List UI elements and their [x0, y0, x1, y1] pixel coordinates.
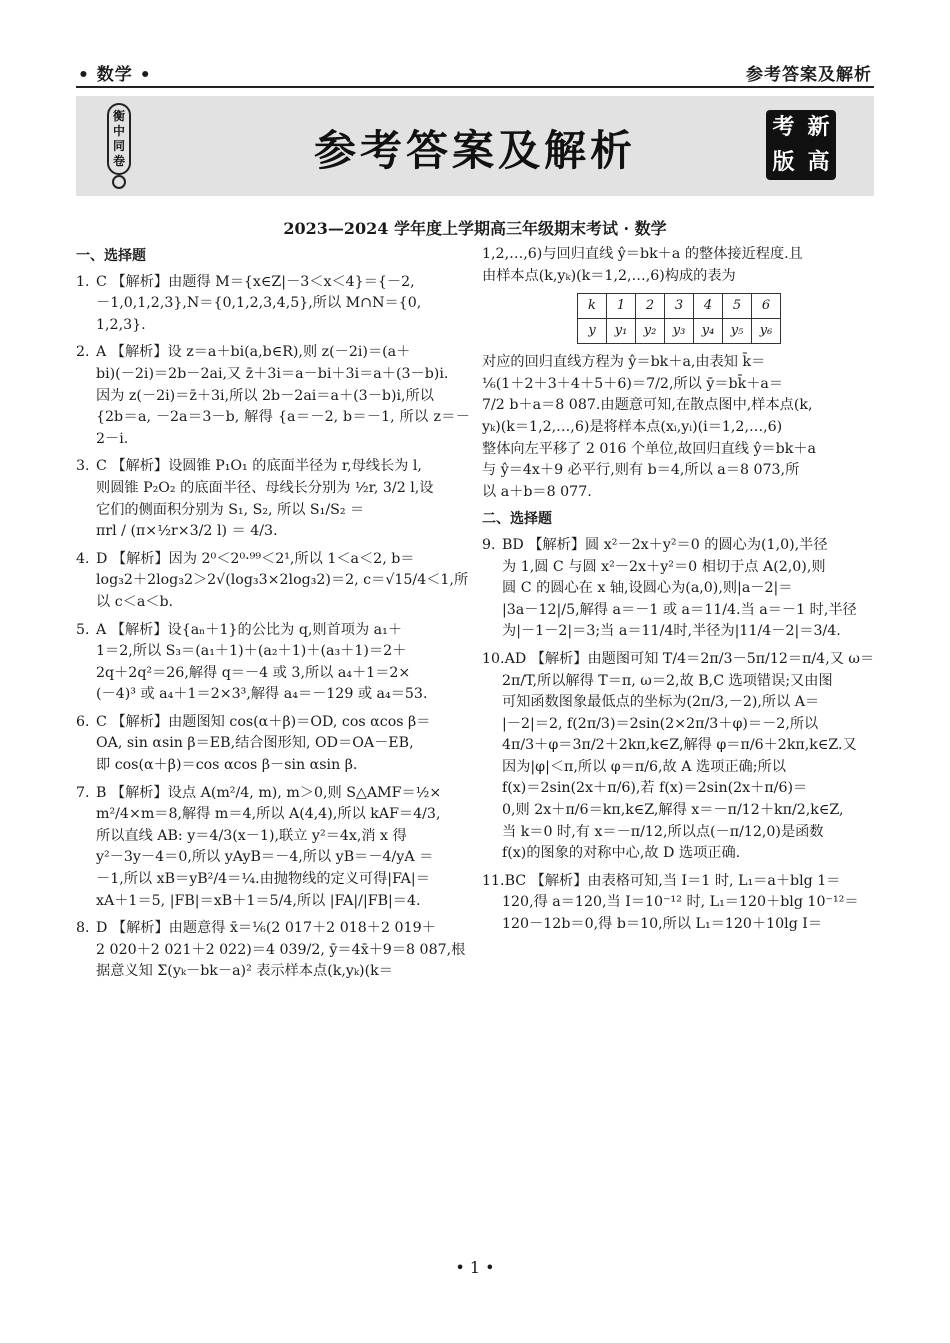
answer-8-conclusion: [482, 352, 876, 503]
answer-item: [76, 712, 470, 777]
answer-first-line: [76, 620, 470, 642]
text-line: 0,则 2x＋π/6＝kπ,k∈Z,解得 x＝－π/12＋kπ/2,k∈Z,: [502, 802, 844, 819]
answer-item: [76, 918, 470, 983]
answer-item: [76, 456, 470, 542]
answer-text: D 【解析】因为 2⁰＜2⁰·⁹⁹＜2¹,所以 1＜a＜2, b＝: [96, 550, 415, 567]
answer-number: 2.: [76, 344, 90, 361]
text-line: xA＋1＝5, |FB|＝xB＋1＝5/4,所以 |FA|/|FB|＝4.: [96, 892, 421, 909]
badge-char: 高: [807, 149, 830, 175]
table-cell: 1: [607, 294, 636, 319]
answer-number: 6.: [76, 713, 90, 730]
answer-first-line: [76, 549, 470, 571]
left-column: [76, 244, 470, 989]
answer-number: 11.: [482, 872, 505, 889]
text-line: 4π/3＋φ＝3π/2＋2kπ,k∈Z,解得 φ＝π/6＋2kπ,k∈Z.又: [502, 737, 857, 754]
answer-number: 5.: [76, 621, 90, 638]
text-line: bi)(－2i)＝2b－2ai,又 z̄＋3i＝a－bi＋3i＝a＋(3－b)i.: [96, 365, 449, 382]
section-header: 参考答案及解析: [746, 65, 872, 85]
badge-char: 新: [807, 114, 830, 140]
text-line: 1＝2,所以 S₃＝(a₁＋1)＋(a₂＋1)＋(a₃＋1)＝2＋: [96, 643, 407, 660]
text-line: 1,2,3}.: [96, 316, 146, 333]
table-row: [578, 319, 781, 344]
text-line: (－4)³ 或 a₄＋1＝2×3³,解得 a₄＝－129 或 a₄＝53.: [96, 686, 428, 703]
svg-text:衡: 衡: [112, 109, 126, 123]
text-line: f(x)的图象的对称中心,故 D 选项正确.: [502, 845, 741, 862]
table-row: [578, 294, 781, 319]
new-college-exam-badge: [766, 110, 836, 180]
answer-item: [76, 272, 470, 337]
banner-title: 参考答案及解析: [313, 126, 636, 175]
answer-first-line: [76, 918, 470, 940]
page-number: • 1 •: [455, 1258, 495, 1277]
text-line: 可知函数图象最低点的坐标为(2π/3,－2),所以 A＝: [502, 694, 820, 711]
answer-text: B 【解析】设点 A(m²/4, m), m＞0,则 S△AMF＝½×: [96, 784, 442, 801]
text-line: －1,所以 xB＝yB²/4＝¼.由抛物线的定义可得|FA|＝: [96, 871, 430, 888]
text-line: 120,得 a＝120,当 I＝10⁻¹² 时, L₁＝120＋blg 10⁻¹²＝: [502, 894, 859, 911]
answer-8-continued: [482, 244, 876, 287]
text-line: 为|－1－2|＝3;当 a＝11/4时,半径为|11/4－2|＝3/4.: [502, 623, 841, 640]
answer-number: 3.: [76, 458, 90, 475]
answer-text: A 【解析】设 z＝a＋bi(a,b∈R),则 z(－2i)＝(a＋: [96, 344, 411, 361]
text-line: |－2|＝2, f(2π/3)＝2sin(2×2π/3＋φ)＝－2,所以: [502, 715, 819, 732]
answer-text: BC 【解析】由表格可知,当 I＝1 时, L₁＝a＋blg 1＝: [504, 872, 841, 889]
text-line: πrl / (π×½r×3/2 l) ＝ 4/3.: [96, 523, 278, 540]
answer-number: 8.: [76, 920, 90, 937]
text-line: 即 cos(α＋β)＝cos αcos β－sin αsin β.: [96, 757, 358, 774]
answer-number: 7.: [76, 784, 90, 801]
answer-text: A 【解析】设{aₙ＋1}的公比为 q,则首项为 a₁＋: [96, 621, 403, 638]
answer-text: C 【解析】由题得 M＝{x∈Z|－3＜x＜4}＝{－2,: [96, 273, 415, 290]
text-line: f(x)＝2sin(2x＋π/6),若 f(x)＝2sin(2x＋π/6)＝: [502, 780, 808, 797]
table-cell: 5: [723, 294, 752, 319]
answer-first-line: [482, 871, 876, 893]
text-line: log₃2＋2log₃2＞2√(log₃3×2log₃2)＝2, c＝√15/4＜1,所: [96, 572, 469, 589]
table-cell: 4: [694, 294, 723, 319]
answer-text: AD 【解析】由题图可知 T/4＝2π/3－5π/12＝π/4,又 ω＝: [504, 650, 875, 667]
text-line: 2 020＋2 021＋2 022)＝4 039/2, ȳ＝4x̄＋9＝8 087,根: [96, 941, 466, 958]
text-line: 圆 C 的圆心在 x 轴,设圆心为(a,0),则|a－2|＝: [502, 580, 793, 597]
text-line: 以 c＜a＜b.: [96, 593, 174, 610]
text-line: ⅙(1＋2＋3＋4＋5＋6)＝7/2,所以 ȳ＝bk̄＋a＝: [482, 375, 784, 392]
answer-item: [76, 620, 470, 706]
answer-item: [482, 535, 876, 643]
answer-item: [76, 783, 470, 913]
table-cell: 3: [665, 294, 694, 319]
text-line: y²－3y－4＝0,所以 yAyB＝－4,所以 yB＝－4/yA ＝: [96, 849, 434, 866]
text-line: 整体向左平移了 2 016 个单位,故回归直线 ŷ＝bk＋a: [482, 440, 816, 457]
text-line: 因为 z(－2i)＝z̄＋3i,所以 2b－2ai＝a＋(3－b)i,所以: [96, 387, 434, 404]
exam-title: 2023—2024 学年度上学期高三年级期末考试 · 数学: [283, 219, 667, 238]
answer-item: [76, 342, 470, 450]
header-rule: [76, 86, 874, 88]
text-line: 1,2,…,6)与回归直线 ŷ＝bk＋a 的整体接近程度.且: [482, 246, 803, 262]
answer-number: 9.: [482, 536, 496, 553]
answer-number: 4.: [76, 550, 90, 567]
right-column: [482, 244, 876, 942]
answer-first-line: [76, 456, 470, 478]
svg-text:中: 中: [112, 124, 126, 138]
text-line: 由样本点(k,yₖ)(k＝1,2,…,6)构成的表为: [482, 267, 736, 284]
text-line: 120－12b＝0,得 b＝10,所以 L₁＝120＋10lg I＝: [502, 916, 823, 933]
table-cell: y: [578, 319, 607, 344]
table-cell: 2: [636, 294, 665, 319]
table-cell: y₆: [752, 319, 781, 344]
section-heading: 二、选择题: [482, 511, 552, 528]
text-line: 它们的侧面积分别为 S₁, S₂, 所以 S₁/S₂ ＝: [96, 501, 365, 518]
text-line: 2π/T,所以解得 T＝π, ω＝2,故 B,C 选项错误;又由图: [502, 672, 833, 689]
answer-item: [482, 649, 876, 865]
text-line: 据意义知 Σ(yₖ－bk－a)² 表示样本点(k,yₖ)(k＝: [96, 963, 393, 980]
text-line: 2q＋2q²＝26,解得 q＝－4 或 3,所以 a₄＋1＝2×: [96, 664, 411, 681]
text-line: 因为|φ|＜π,所以 φ＝π/6,故 A 选项正确;所以: [502, 758, 786, 775]
answer-text: BD 【解析】圆 x²－2x＋y²＝0 的圆心为(1,0),半径: [502, 536, 828, 553]
table-cell: k: [578, 294, 607, 319]
answer-number: 1.: [76, 273, 90, 290]
answer-first-line: [76, 712, 470, 734]
badge-char: 版: [772, 149, 795, 175]
table-cell: y₂: [636, 319, 665, 344]
section-heading: 一、选择题: [76, 248, 146, 264]
text-line: yₖ)(k＝1,2,…,6)是将样本点(xᵢ,yᵢ)(i＝1,2,…,6): [482, 418, 783, 435]
badge-char: 考: [772, 114, 795, 140]
answer-item: [482, 871, 876, 936]
text-line: 对应的回归直线方程为 ŷ＝bk＋a,由表知 k̄＝: [482, 354, 766, 371]
text-line: {2b＝a, －2a＝3－b, 解得 {a＝－2, b＝－1, 所以 z＝－2－i.: [96, 409, 470, 447]
answer-text: D 【解析】由题意得 x̄＝⅙(2 017＋2 018＋2 019＋: [96, 920, 436, 937]
text-line: 则圆锥 P₂O₂ 的底面半径、母线长分别为 ½r, 3/2 l,设: [96, 479, 434, 496]
text-line: 与 ŷ＝4x＋9 必平行,则有 b＝4,所以 a＝8 073,所: [482, 462, 800, 479]
text-line: 以 a＋b＝8 077.: [482, 483, 592, 500]
text-line: |3a－12|/5,解得 a＝－1 或 a＝11/4.当 a＝－1 时,半径: [502, 601, 857, 618]
subject-header: • 数学 •: [78, 65, 152, 85]
title-banner: [76, 96, 874, 196]
text-line: 为 1,圆 C 与圆 x²－2x＋y²＝0 相切于点 A(2,0),则: [502, 558, 826, 575]
svg-text:卷: 卷: [112, 154, 126, 168]
answer-text: C 【解析】由题图知 cos(α＋β)＝OD, cos αcos β＝: [96, 713, 431, 730]
text-line: 7/2 b＋a＝8 087.由题意可知,在散点图中,样本点(k,: [482, 397, 813, 414]
text-line: OA, sin αsin β＝EB,结合图形知, OD＝OA－EB,: [96, 735, 414, 752]
text-line: 所以直线 AB: y＝4/3(x－1),联立 y²＝4x,消 x 得: [96, 827, 407, 844]
answer-first-line: [482, 535, 876, 557]
answer-number: 10.: [482, 650, 505, 667]
text-line: 当 k＝0 时,有 x＝－π/12,所以点(－π/12,0)是函数: [502, 823, 824, 840]
answer-first-line: [76, 272, 470, 294]
table-cell: y₁: [607, 319, 636, 344]
table-cell: y₄: [694, 319, 723, 344]
answer-text: C 【解析】设圆锥 P₁O₁ 的底面半径为 r,母线长为 l,: [96, 458, 422, 475]
text-line: －1,0,1,2,3},N＝{0,1,2,3,4,5},所以 M∩N＝{0,: [96, 295, 422, 312]
answer-first-line: [76, 783, 470, 805]
answer-first-line: [482, 649, 876, 671]
text-line: m²/4×m＝8,解得 m＝4,所以 A(4,4),所以 kAF＝4/3,: [96, 806, 441, 823]
answer-item: [76, 549, 470, 614]
table-cell: 6: [752, 294, 781, 319]
svg-text:同: 同: [112, 139, 126, 153]
table-cell: y₅: [723, 319, 752, 344]
answer-first-line: [76, 342, 470, 364]
sample-table: [577, 293, 781, 344]
table-cell: y₃: [665, 319, 694, 344]
